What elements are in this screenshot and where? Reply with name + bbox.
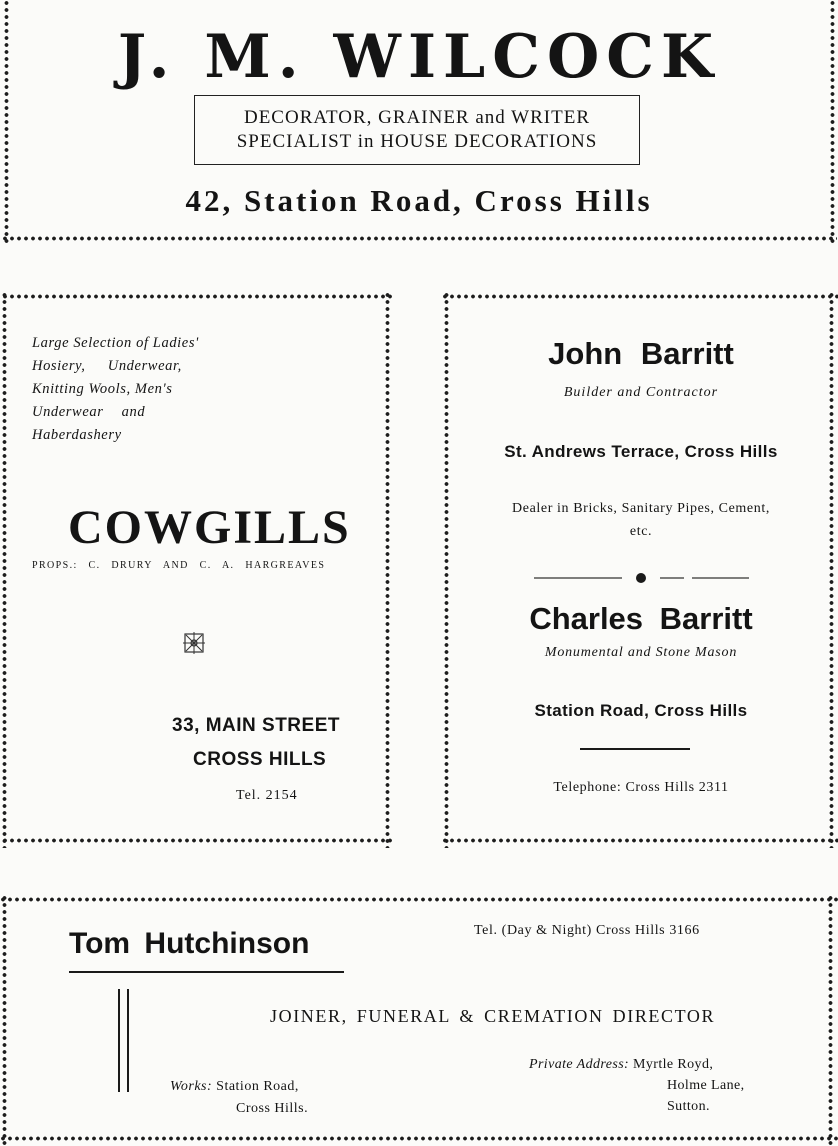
private-line-2: Holme Lane, — [667, 1078, 745, 1093]
john-barritt-trade: Builder and Contractor — [563, 385, 719, 400]
charles-barritt-trade: Monumental and Stone Mason — [544, 645, 738, 660]
barritt-advert — [442, 292, 838, 852]
border-left — [442, 292, 451, 848]
border-bottom — [442, 836, 838, 845]
wilcock-name: J. M. WILCOCK — [117, 22, 721, 92]
wilcock-tagline-1: DECORATOR, GRAINER and WRITER — [243, 107, 591, 128]
border-bottom — [2, 836, 394, 845]
border-left — [0, 895, 9, 1146]
cowgills-props: PROPS.: C. DRURY AND C. A. HARGREAVES — [32, 560, 326, 571]
wilcock-tagline-2: SPECIALIST in HOUSE DECORATIONS — [236, 131, 598, 152]
border-right — [827, 292, 836, 848]
cowgills-address-2: CROSS HILLS — [193, 749, 327, 770]
wilcock-address: 42, Station Road, Cross Hills — [185, 183, 653, 218]
cowgills-intro — [32, 332, 272, 447]
hutchinson-rule-left — [118, 989, 120, 1092]
cowgills-intro-line: Haberdashery — [32, 427, 122, 443]
border-right — [826, 895, 835, 1146]
cowgills-intro-line: Hosiery, Underwear, — [32, 358, 182, 374]
divider-ornament — [534, 570, 754, 580]
cowgills-intro-line: Large Selection of Ladies' — [32, 335, 199, 351]
border-right — [383, 292, 392, 848]
john-barritt-name: John Barritt — [548, 336, 734, 371]
cowgills-intro-line: Knitting Wools, Men's — [32, 381, 173, 397]
cowgills-intro-line: Underwear and — [32, 404, 146, 420]
john-barritt-dealer-2: etc. — [629, 524, 653, 539]
cowgills-tel: Tel. 2154 — [236, 788, 298, 803]
works-line-1: Station Road, — [216, 1079, 299, 1094]
private-line-3: Sutton. — [667, 1099, 710, 1114]
border-top — [442, 292, 838, 301]
john-barritt-address: St. Andrews Terrace, Cross Hills — [504, 442, 778, 461]
border-top — [0, 895, 838, 904]
hutchinson-works — [170, 1079, 299, 1095]
john-barritt-dealer-1: Dealer in Bricks, Sanitary Pipes, Cement, — [512, 501, 770, 516]
hutchinson-private — [529, 1057, 713, 1073]
wilcock-tagline-box — [194, 95, 640, 165]
border-bottom — [2, 234, 837, 243]
private-label: Private Address: — [529, 1057, 630, 1072]
hutchinson-role: JOINER, FUNERAL & CREMATION DIRECTOR — [270, 1006, 716, 1026]
works-label: Works: — [170, 1079, 213, 1094]
hutchinson-advert — [0, 895, 838, 1146]
border-top — [2, 292, 394, 301]
hutchinson-rule-right — [127, 989, 129, 1092]
cowgills-advert — [0, 292, 396, 852]
border-bottom — [0, 1134, 838, 1143]
ornament-icon — [181, 630, 207, 656]
divider-line — [580, 748, 690, 750]
private-line-1: Myrtle Royd, — [633, 1057, 714, 1072]
cowgills-address-1: 33, MAIN STREET — [172, 715, 340, 736]
charles-barritt-name: Charles Barritt — [529, 601, 753, 636]
cowgills-name: COWGILLS — [68, 501, 351, 554]
hutchinson-underline — [69, 971, 344, 973]
wilcock-advert — [0, 0, 838, 250]
works-line-2: Cross Hills. — [236, 1101, 309, 1116]
charles-barritt-address: Station Road, Cross Hills — [534, 701, 748, 720]
barritt-telephone: Telephone: Cross Hills 2311 — [553, 780, 729, 795]
border-left — [0, 292, 9, 848]
hutchinson-tel: Tel. (Day & Night) Cross Hills 3166 — [474, 923, 700, 938]
hutchinson-name: Tom Hutchinson — [69, 927, 310, 960]
